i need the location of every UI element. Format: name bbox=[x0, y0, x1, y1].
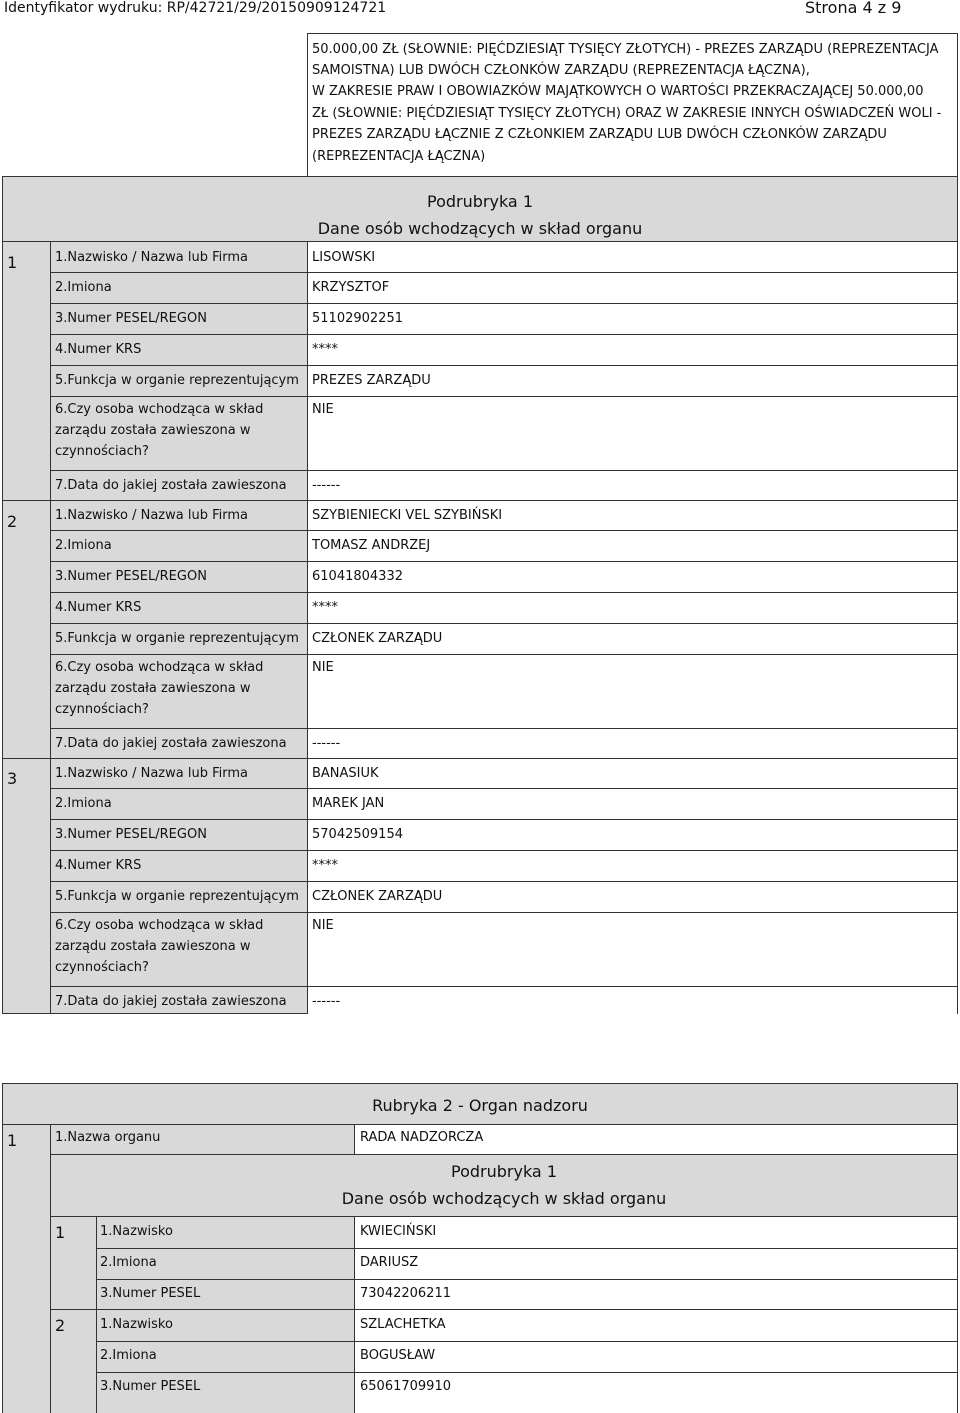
field-label: 1.Nazwisko / Nazwa lub Firma bbox=[55, 250, 248, 265]
field-value: LISOWSKI bbox=[312, 250, 376, 265]
member-field-label: 2.Imiona bbox=[100, 1348, 157, 1363]
top-text-line: ZŁ (SŁOWNIE: PIĘĆDZIESIĄT TYSIĘCY ZŁOTYCH) ORAZ W ZAKRESIE INNYCH OŚWIADCZEŃ WOLI - bbox=[312, 106, 942, 121]
field-value: BANASIUK bbox=[312, 766, 379, 781]
person-number: 2 bbox=[7, 512, 18, 531]
member-field-value: SZLACHETKA bbox=[360, 1317, 446, 1332]
field-value: NIE bbox=[312, 660, 334, 675]
page-number: Strona 4 z 9 bbox=[805, 0, 902, 17]
organ-number-cell bbox=[3, 1125, 50, 1413]
rubryka2-sub-subtitle: Dane osób wchodzących w skład organu bbox=[341, 1189, 667, 1208]
field-label: 7.Data do jakiej została zawieszona bbox=[55, 736, 287, 751]
field-value: CZŁONEK ZARZĄDU bbox=[312, 889, 443, 904]
field-label: 5.Funkcja w organie reprezentującym bbox=[55, 889, 299, 904]
field-label: 6.Czy osoba wchodząca w skład bbox=[55, 660, 264, 675]
person-number: 1 bbox=[7, 253, 18, 272]
rubryka2-title: Rubryka 2 - Organ nadzoru bbox=[372, 1096, 588, 1115]
member-number: 1 bbox=[55, 1223, 66, 1242]
print-identifier: Identyfikator wydruku: RP/42721/29/20150909124721 bbox=[4, 0, 387, 16]
field-value: **** bbox=[312, 600, 338, 615]
field-label: zarządu została zawieszona w bbox=[55, 423, 251, 438]
top-text-line: (REPREZENTACJA ŁĄCZNA) bbox=[312, 149, 486, 164]
member-field-value: BOGUSŁAW bbox=[360, 1348, 436, 1363]
member-number: 2 bbox=[55, 1316, 66, 1335]
rubryka2-sub-title: Podrubryka 1 bbox=[451, 1162, 557, 1181]
field-value: NIE bbox=[312, 402, 334, 417]
member-field-label: 1.Nazwisko bbox=[100, 1317, 173, 1332]
organ-number: 1 bbox=[7, 1131, 18, 1150]
field-value: **** bbox=[312, 342, 338, 357]
field-value: MAREK JAN bbox=[312, 796, 385, 811]
field-label: 6.Czy osoba wchodząca w skład bbox=[55, 402, 264, 417]
member-field-label: 3.Numer PESEL bbox=[100, 1286, 201, 1301]
member-field-value: KWIECIŃSKI bbox=[360, 1224, 437, 1239]
field-label: 4.Numer KRS bbox=[55, 600, 142, 615]
field-value: ------ bbox=[312, 478, 341, 493]
field-label: zarządu została zawieszona w bbox=[55, 939, 251, 954]
field-value: 57042509154 bbox=[312, 827, 403, 842]
field-label: zarządu została zawieszona w bbox=[55, 681, 251, 696]
member-field-label: 3.Numer PESEL bbox=[100, 1379, 201, 1394]
member-field-label: 2.Imiona bbox=[100, 1255, 157, 1270]
field-label: 5.Funkcja w organie reprezentującym bbox=[55, 373, 299, 388]
person-number-cell bbox=[3, 758, 50, 1013]
field-label: 1.Nazwisko / Nazwa lub Firma bbox=[55, 766, 248, 781]
field-value: PREZES ZARZĄDU bbox=[312, 373, 431, 388]
field-label: 1.Nazwisko / Nazwa lub Firma bbox=[55, 508, 248, 523]
field-label: 2.Imiona bbox=[55, 796, 112, 811]
member-field-value: 73042206211 bbox=[360, 1286, 451, 1301]
field-value: KRZYSZTOF bbox=[312, 280, 390, 295]
top-text-line: 50.000,00 ZŁ (SŁOWNIE: PIĘĆDZIESIĄT TYSIĘCY ZŁOTYCH) - PREZES ZARZĄDU (REPREZENTACJA bbox=[312, 42, 939, 57]
field-value: TOMASZ ANDRZEJ bbox=[312, 538, 431, 553]
field-label: czynnościach? bbox=[55, 444, 149, 459]
field-label: 4.Numer KRS bbox=[55, 342, 142, 357]
podrubryka-subtitle: Dane osób wchodzących w skład organu bbox=[317, 219, 643, 238]
field-label: 3.Numer PESEL/REGON bbox=[55, 569, 207, 584]
field-label: 7.Data do jakiej została zawieszona bbox=[55, 994, 287, 1009]
member-field-label: 1.Nazwisko bbox=[100, 1224, 173, 1239]
person-number-cell bbox=[3, 242, 50, 500]
field-value: 61041804332 bbox=[312, 569, 403, 584]
person-number-cell bbox=[3, 500, 50, 758]
field-value: ------ bbox=[312, 736, 341, 751]
field-value: **** bbox=[312, 858, 338, 873]
field-label: czynnościach? bbox=[55, 702, 149, 717]
organ-name-value: RADA NADZORCZA bbox=[360, 1130, 484, 1145]
field-value: ------ bbox=[312, 994, 341, 1009]
field-label: 3.Numer PESEL/REGON bbox=[55, 827, 207, 842]
member-field-value: 65061709910 bbox=[360, 1379, 451, 1394]
person-number: 3 bbox=[7, 769, 18, 788]
top-text-line: SAMOISTNA) LUB DWÓCH CZŁONKÓW ZARZĄDU (REPREZENTACJA ŁĄCZNA), bbox=[312, 63, 810, 78]
field-label: 2.Imiona bbox=[55, 538, 112, 553]
top-text-line: PREZES ZARZĄDU ŁĄCZNIE Z CZŁONKIEM ZARZĄDU LUB DWÓCH CZŁONKÓW ZARZĄDU bbox=[312, 127, 887, 142]
organ-name-label: 1.Nazwa organu bbox=[55, 1130, 161, 1145]
field-label: 5.Funkcja w organie reprezentującym bbox=[55, 631, 299, 646]
member-number-column bbox=[51, 1217, 96, 1413]
field-label: 3.Numer PESEL/REGON bbox=[55, 311, 207, 326]
field-value: SZYBIENIECKI VEL SZYBIŃSKI bbox=[312, 508, 503, 523]
field-value: CZŁONEK ZARZĄDU bbox=[312, 631, 443, 646]
field-label: 6.Czy osoba wchodząca w skład bbox=[55, 918, 264, 933]
podrubryka-title: Podrubryka 1 bbox=[427, 192, 533, 211]
field-label: 4.Numer KRS bbox=[55, 858, 142, 873]
field-label: 2.Imiona bbox=[55, 280, 112, 295]
field-label: czynnościach? bbox=[55, 960, 149, 975]
field-label: 7.Data do jakiej została zawieszona bbox=[55, 478, 287, 493]
member-field-value: DARIUSZ bbox=[360, 1255, 419, 1270]
field-value: 51102902251 bbox=[312, 311, 403, 326]
field-value: NIE bbox=[312, 918, 334, 933]
top-text-line: W ZAKRESIE PRAW I OBOWIAZKÓW MAJĄTKOWYCH O WARTOŚCI PRZEKRACZAJĄCEJ 50.000,00 bbox=[312, 84, 924, 99]
